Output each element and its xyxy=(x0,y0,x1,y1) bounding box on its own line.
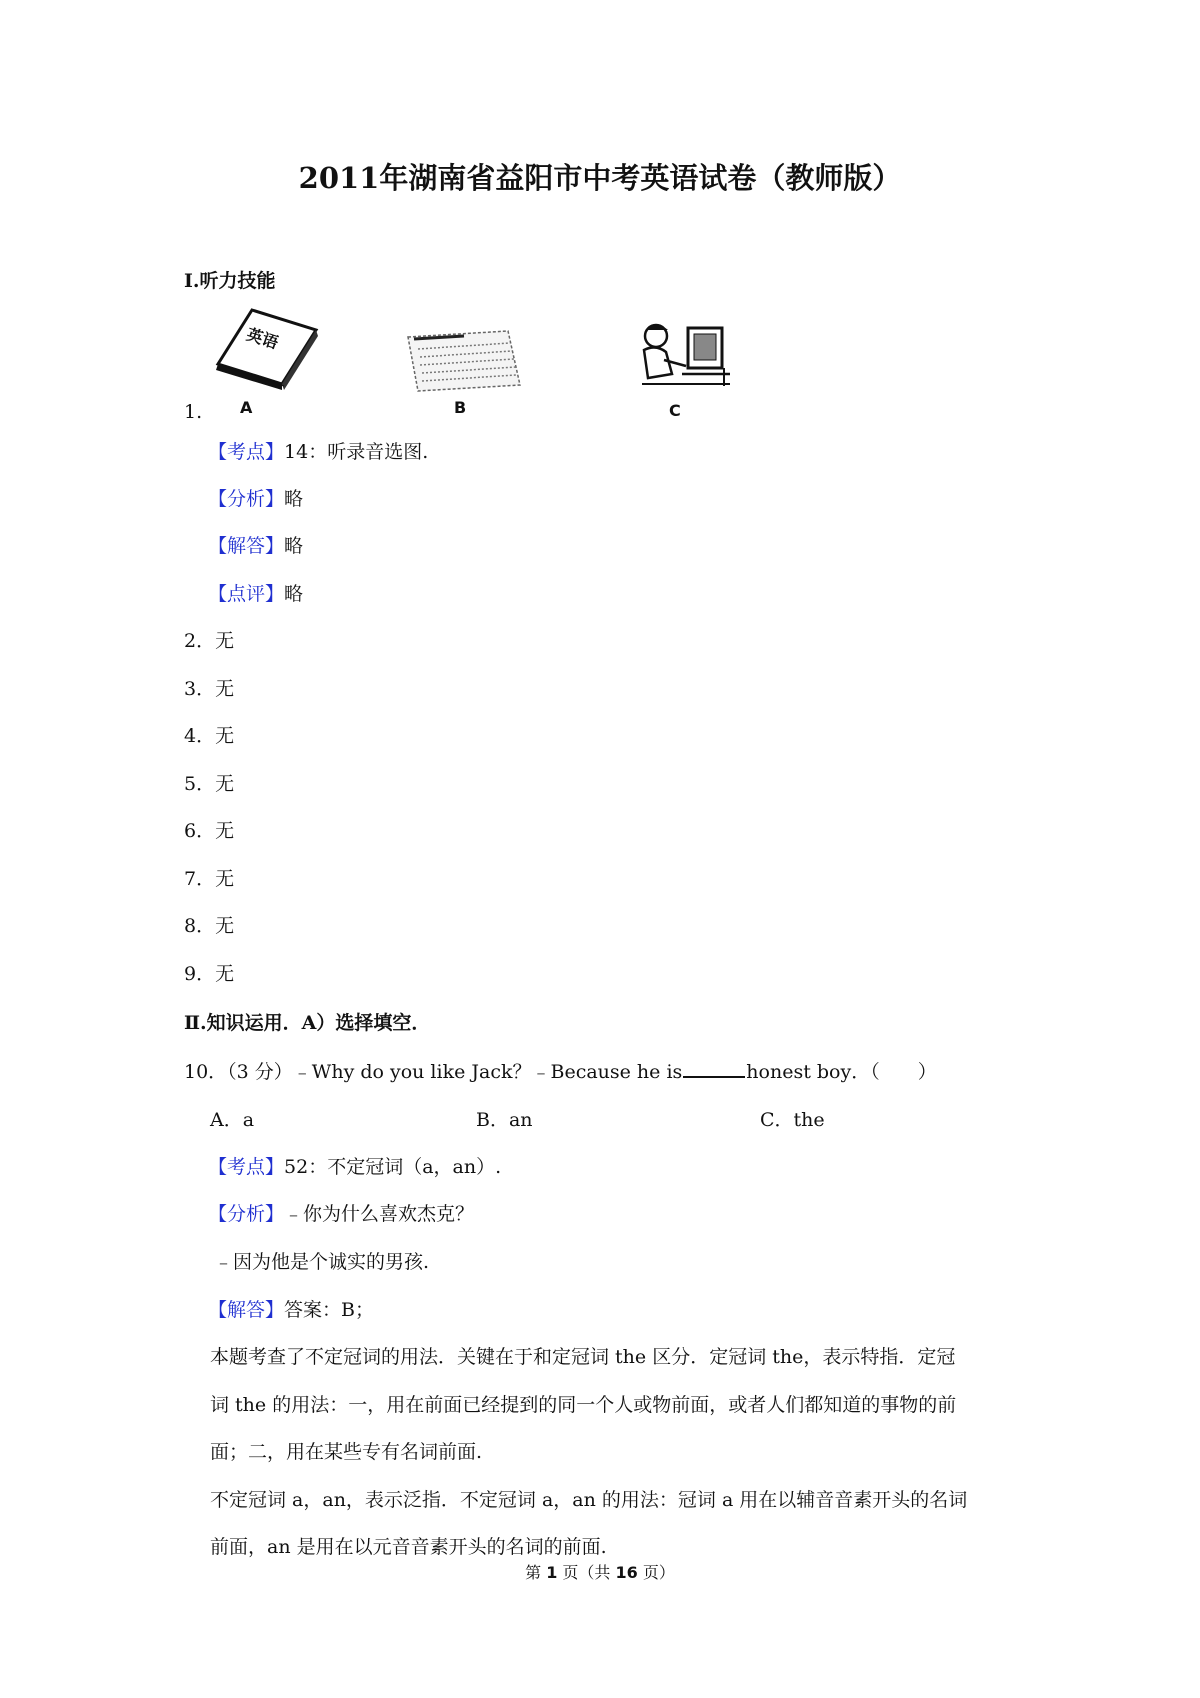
q10-kaodian xyxy=(208,1153,501,1181)
dianping-text: 略 xyxy=(284,583,304,605)
explanation-line: 本题考查了不定冠词的用法．关键在于和定冠词 the 区分．定冠词 the，表示特指．定冠 xyxy=(210,1346,956,1368)
q10-fenxi xyxy=(208,1200,474,1228)
fenxi-line-2: ﹣因为他是个诚实的男孩. xyxy=(214,1251,430,1273)
q1-jieda xyxy=(208,532,303,560)
option-b: B．an xyxy=(476,1109,533,1131)
explanation-line: 词 the 的用法：一，用在前面已经提到的同一个人或物前面，或者人们都知道的事物的前 xyxy=(210,1394,957,1416)
option-label-c: C xyxy=(669,401,681,420)
q1-fenxi xyxy=(208,485,303,513)
question-item: 8．无 xyxy=(184,915,235,937)
book-image xyxy=(212,304,320,392)
q1-dianping xyxy=(208,580,303,608)
kaodian-text: 14：听录音选图. xyxy=(284,441,429,463)
total-pages: 16 xyxy=(615,1563,638,1582)
stem-after-blank: honest boy．（ ） xyxy=(746,1061,937,1083)
question-item: 4．无 xyxy=(184,725,235,747)
fenxi-text: 略 xyxy=(284,488,304,510)
question-item: 6．无 xyxy=(184,820,235,842)
book-cover-text: 英语 xyxy=(244,324,281,353)
page-footer: 第 1 页（共 16 页） xyxy=(525,1563,675,1582)
jieda-text: 答案：B； xyxy=(284,1299,374,1321)
question-item: 3．无 xyxy=(184,678,235,700)
question-item: 7．无 xyxy=(184,868,235,890)
section-heading-knowledge: Ⅱ.知识运用．A）选择填空． xyxy=(184,1012,431,1034)
dianping-tag: 【点评】 xyxy=(208,583,285,605)
kaodian-tag: 【考点】 xyxy=(208,441,285,463)
option-c: C．the xyxy=(760,1109,825,1131)
explanation-line: 前面，an 是用在以元音音素开头的名词的前面. xyxy=(210,1536,607,1558)
fenxi-text: ﹣你为什么喜欢杰克？ xyxy=(284,1203,475,1225)
q1-kaodian xyxy=(208,438,428,466)
kaodian-text: 52：不定冠词（a，an）. xyxy=(284,1156,502,1178)
newspaper-image xyxy=(404,327,524,393)
explanation-line: 面；二，用在某些专有名词前面. xyxy=(210,1441,483,1463)
current-page: 1 xyxy=(546,1563,558,1582)
question-1-number: 1. xyxy=(184,401,203,423)
person-at-computer-image xyxy=(634,314,734,396)
option-label-a: A xyxy=(240,398,253,417)
answer-blank xyxy=(683,1058,745,1078)
kaodian-tag: 【考点】 xyxy=(208,1156,285,1178)
fenxi-tag: 【分析】 xyxy=(208,488,285,510)
jieda-tag: 【解答】 xyxy=(208,535,285,557)
fenxi-tag: 【分析】 xyxy=(208,1203,285,1225)
stem-before-blank: 10．（3 分）﹣Why do you like Jack？﹣Because he is xyxy=(184,1061,683,1083)
question-10-stem xyxy=(184,1058,937,1086)
jieda-tag: 【解答】 xyxy=(208,1299,285,1321)
jieda-text: 略 xyxy=(284,535,304,557)
page-title: 2011年湖南省益阳市中考英语试卷（教师版） xyxy=(298,161,902,195)
section-heading-listening: Ⅰ.听力技能 xyxy=(184,270,276,292)
question-item: 9．无 xyxy=(184,963,235,985)
question-item: 5．无 xyxy=(184,773,235,795)
q10-jieda xyxy=(208,1296,374,1324)
explanation-line: 不定冠词 a，an，表示泛指．不定冠词 a，an 的用法：冠词 a 用在以辅音音素开头的名词 xyxy=(210,1489,968,1511)
question-item: 2．无 xyxy=(184,630,235,652)
option-label-b: B xyxy=(454,398,467,417)
option-a: A．a xyxy=(210,1109,255,1131)
